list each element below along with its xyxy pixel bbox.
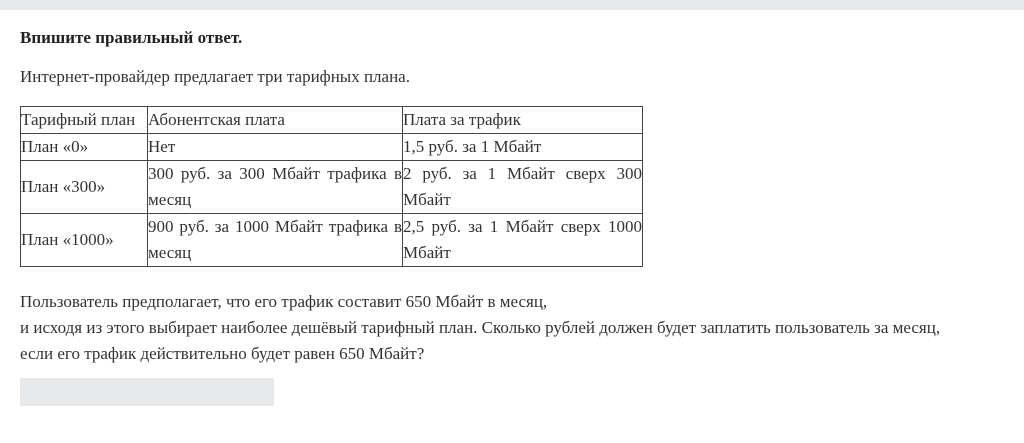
table-cell: 2,5 руб. за 1 Мбайт сверх 1000 Мбайт xyxy=(403,214,643,267)
top-bar xyxy=(0,0,1024,10)
task-question xyxy=(20,289,1010,367)
table-header-cell: Тарифный план xyxy=(21,107,148,134)
question-line: Пользователь предполагает, что его трафик составит 650 Мбайт в месяц, xyxy=(20,292,548,311)
table-cell: 900 руб. за 1000 Мбайт трафика в месяц xyxy=(148,214,403,267)
answer-input[interactable] xyxy=(20,378,274,406)
table-cell: План «300» xyxy=(21,161,148,214)
table-row xyxy=(21,214,643,267)
task-intro: Интернет-провайдер предлагает три тарифных плана. xyxy=(20,67,410,86)
table-cell: План «0» xyxy=(21,134,148,161)
question-line: если его трафик действительно будет равен 650 Мбайт? xyxy=(20,344,425,363)
table-cell: 300 руб. за 300 Мбайт трафика в месяц xyxy=(148,161,403,214)
question-line: и исходя из этого выбирает наиболее дешёвый тарифный план. Сколько рублей должен будет заплатить пользователь за месяц, xyxy=(20,318,941,337)
tariff-table xyxy=(20,106,643,267)
table-header-cell: Плата за трафик xyxy=(403,107,643,134)
table-cell: 2 руб. за 1 Мбайт сверх 300 Мбайт xyxy=(403,161,643,214)
table-row xyxy=(21,134,643,161)
table-cell: План «1000» xyxy=(21,214,148,267)
table-cell: 1,5 руб. за 1 Мбайт xyxy=(403,134,643,161)
table-header-row xyxy=(21,107,643,134)
table-header-cell: Абонентская плата xyxy=(148,107,403,134)
task-content xyxy=(20,27,1010,406)
table-row xyxy=(21,161,643,214)
task-instruction: Впишите правильный ответ. xyxy=(20,28,243,47)
table-cell: Нет xyxy=(148,134,403,161)
